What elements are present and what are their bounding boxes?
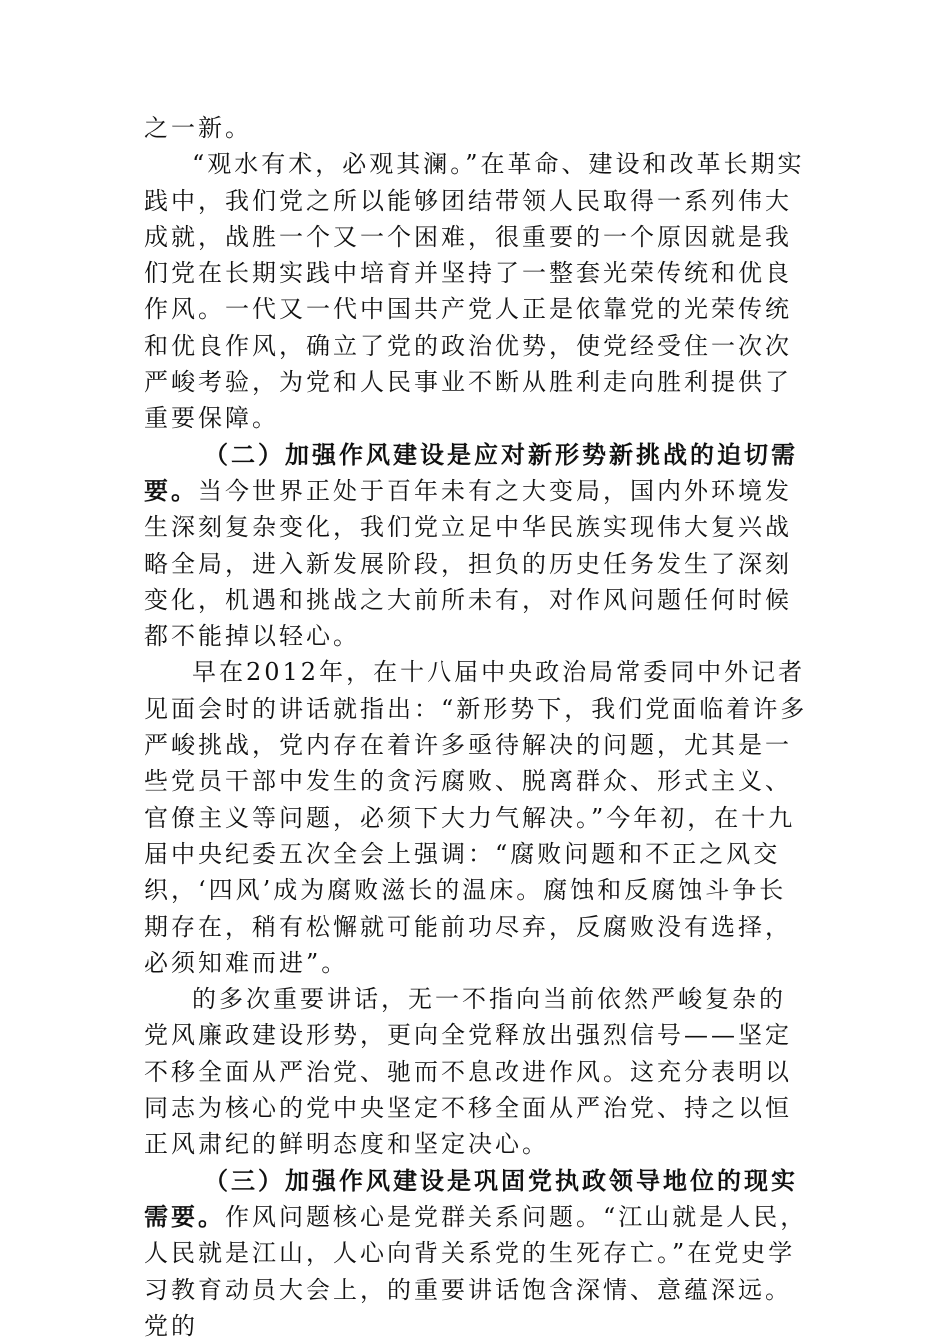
paragraph-tradition: “观水有术，必观其澜。”在革命、建设和改革长期实践中，我们党之所以能够团结带领人民取得一系列伟大成就，战胜一个又一个困难，很重要的一个原因就是我们党在长期实践中培育并坚持了一整套光荣传统和优良作风。一代又一代中国共产党人正是依靠党的光荣传统和优良作风，确立了党的政治优势，使党经受住一次次严峻考验，为党和人民事业不断从胜利走向胜利提供了重要保障。 bbox=[144, 150, 805, 433]
section-three-heading: （三）加强作风建设是巩固党执政领导地位的现实需要。 bbox=[144, 1165, 798, 1231]
section-three-body: 作风问题核心是党群关系问题。“江山就是人民，人民就是江山，人心向背关系党的生死存亡。”在党史学习教育动员大会上，的重要讲话饱含深情、意蕴深远。党的 bbox=[144, 1202, 808, 1340]
paragraph-2012-speech: 早在2012年，在十八届中央政治局常委同中外记者见面会时的讲话就指出：“新形势下，我们党面临着许多严峻挑战，党内存在着许多亟待解决的问题，尤其是一些党员干部中发生的贪污腐败、脱离群众、形式主义、官僚主义等问题，必须下大力气解决。”今年初，在十九届中央纪委五次全会上强调：“腐败问题和不正之风交织，‘四风’成为腐败滋长的温床。腐蚀和反腐蚀斗争长期存在，稍有松懈就可能前功尽弃，反腐败没有选择，必须知难而进”。 bbox=[144, 658, 808, 977]
section-two-body: 当今世界正处于百年未有之大变局，国内外环境发生深刻复杂变化，我们党立足中华民族实现伟大复兴战略全局，进入新发展阶段，担负的历史任务发生了深刻变化，机遇和挑战之大前所未有，对作风问题任何时候都不能掉以轻心。 bbox=[144, 476, 792, 651]
document-page bbox=[144, 110, 810, 1344]
paragraph-section-three bbox=[144, 1163, 810, 1344]
paragraph-section-two bbox=[144, 437, 810, 655]
section-two-heading: （二）加强作风建设是应对新形势新挑战的迫切需要。 bbox=[144, 439, 798, 505]
paragraph-signal: 的多次重要讲话，无一不指向当前依然严峻复杂的党风廉政建设形势，更向全党释放出强烈信号——坚定不移全面从严治党、驰而不息改进作风。这充分表明以同志为核心的党中央坚定不移全面从严治党、持之以恒正风肃纪的鲜明态度和坚定决心。 bbox=[144, 985, 792, 1159]
paragraph-continuation: 之一新。 bbox=[144, 114, 252, 142]
